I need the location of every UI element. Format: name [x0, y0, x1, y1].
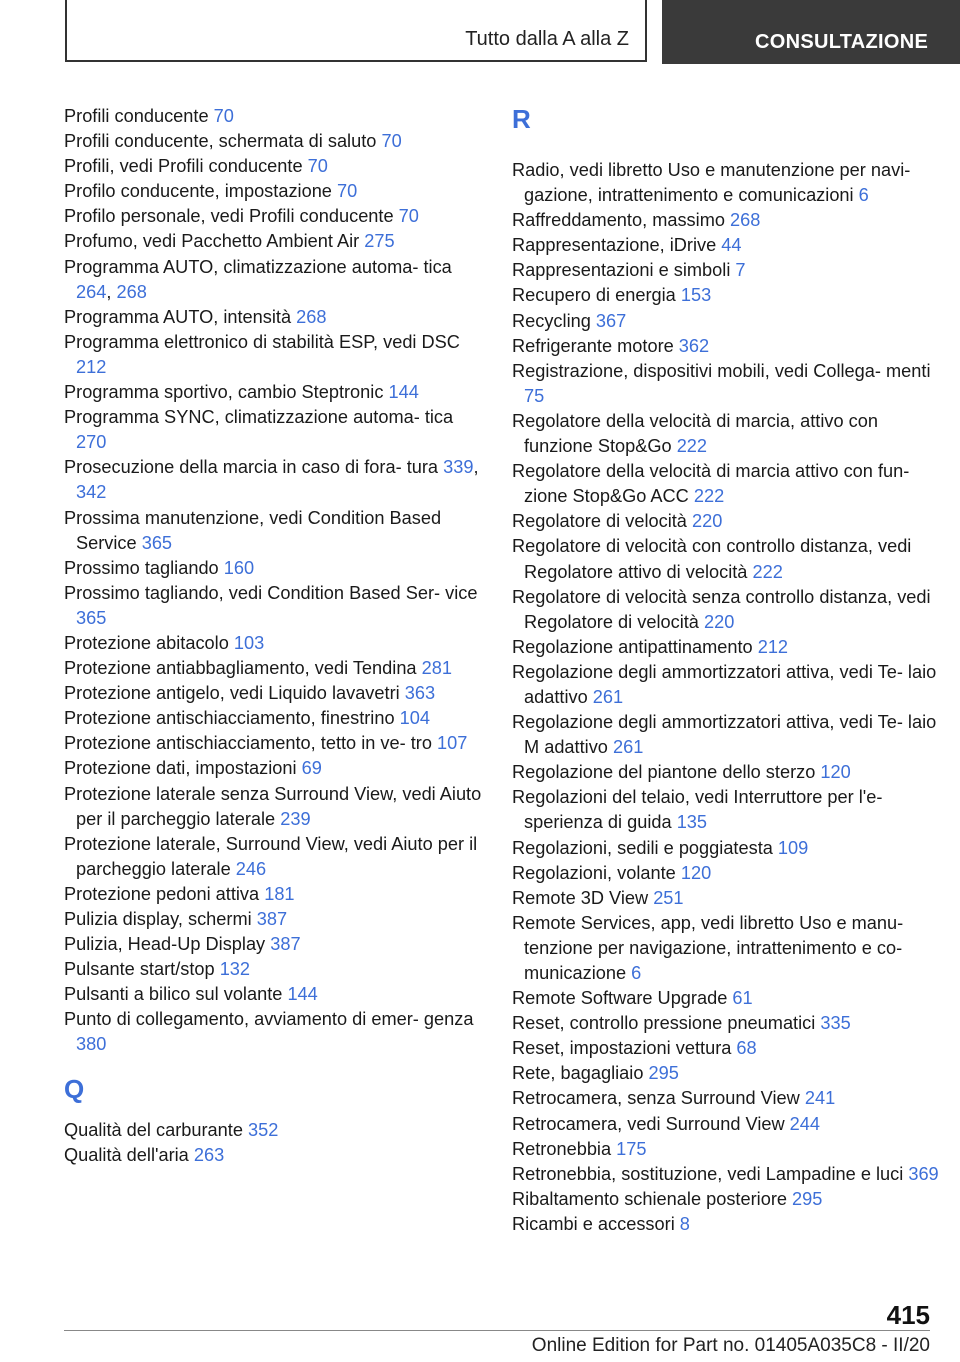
index-entry — [512, 1137, 942, 1162]
index-term: Profumo, vedi Pacchetto Ambient Air — [64, 231, 365, 252]
index-term: Retrocamera, senza Surround View — [512, 1088, 805, 1109]
page-link[interactable]: 363 — [404, 683, 436, 704]
index-entry — [64, 380, 484, 405]
page-link[interactable]: 8 — [679, 1213, 690, 1234]
index-entry — [512, 861, 942, 886]
page-link[interactable]: 342 — [76, 482, 107, 503]
index-entry — [64, 204, 484, 229]
index-term: Registrazione, dispositivi mobili, vedi Collega‐ menti — [512, 360, 931, 381]
page-link[interactable]: 120 — [820, 762, 851, 783]
index-entry — [64, 506, 484, 556]
page-link[interactable]: 6 — [858, 185, 869, 206]
page-link[interactable]: 244 — [789, 1113, 821, 1134]
letter-heading-q: Q — [64, 1073, 85, 1104]
page-link[interactable]: 212 — [757, 636, 789, 657]
index-entry — [512, 283, 942, 308]
index-term: Pulizia, Head-Up Display — [64, 934, 271, 955]
index-entry — [512, 233, 942, 258]
page-link[interactable]: 135 — [676, 812, 708, 833]
page-link[interactable]: 295 — [792, 1188, 823, 1209]
index-entry — [64, 1118, 484, 1143]
index-term: Qualità del carburante — [64, 1119, 249, 1140]
index-entry — [64, 656, 484, 681]
index-entry — [512, 635, 942, 660]
index-entry — [512, 1011, 942, 1036]
page-separator: , — [106, 281, 117, 302]
index-list-r — [512, 158, 942, 1237]
chapter-tab: CONSULTAZIONE — [662, 0, 960, 64]
page-link[interactable]: 175 — [616, 1138, 647, 1159]
footer-edition: Online Edition for Part no. 01405A035C8 - II/20 — [531, 1335, 930, 1356]
index-entry — [512, 660, 942, 710]
page-link[interactable]: 107 — [437, 733, 468, 754]
index-term: Regolatore di velocità senza controllo distanza, vedi Regolatore di velocità — [512, 586, 931, 632]
index-term: Reset, impostazioni vettura — [512, 1038, 737, 1059]
page-link[interactable]: 365 — [141, 532, 173, 553]
index-term: Recycling — [512, 310, 596, 331]
index-term: Programma elettronico di stabilità ESP, vedi DSC — [64, 331, 460, 352]
index-entry — [512, 258, 942, 283]
page-link[interactable]: 268 — [296, 306, 327, 327]
index-term: Profili conducente, schermata di saluto — [64, 131, 382, 152]
index-list-q — [64, 1118, 484, 1168]
page-separator: , — [473, 457, 479, 478]
index-term: Programma SYNC, climatizzazione automa‐ tica — [64, 407, 454, 428]
index-term: Protezione laterale, Surround View, vedi Aiuto per il parcheggio laterale — [64, 833, 478, 879]
page-link[interactable]: 220 — [691, 511, 723, 532]
index-entry — [512, 409, 942, 459]
section-title: Tutto dalla A alla Z — [65, 0, 647, 62]
page-link[interactable]: 362 — [678, 335, 710, 356]
page-link[interactable]: 263 — [193, 1144, 225, 1165]
page-link[interactable]: 61 — [732, 988, 753, 1009]
index-term: Recupero di energia — [512, 285, 681, 306]
index-entry — [64, 982, 484, 1007]
page-link[interactable]: 365 — [76, 607, 107, 628]
page-link[interactable]: 222 — [752, 561, 783, 582]
index-entry — [512, 1112, 942, 1137]
index-term: Raffreddamento, massimo — [512, 210, 731, 231]
index-entry — [64, 756, 484, 781]
footer-divider — [64, 1330, 930, 1331]
index-term: Regolazione del piantone dello sterzo — [512, 762, 821, 783]
index-entry — [64, 405, 484, 455]
page-link[interactable]: 251 — [653, 887, 684, 908]
index-term: Regolazione degli ammortizzatori attiva, vedi Te‐ laio adattivo — [512, 661, 937, 707]
index-term: Regolatore di velocità con controllo distanza, vedi Regolatore attivo di velocità — [512, 536, 912, 582]
index-entry — [64, 179, 484, 204]
page-link[interactable]: 367 — [595, 310, 627, 331]
index-term: Regolazione antipattinamento — [512, 636, 758, 657]
page-link[interactable]: 380 — [76, 1034, 107, 1055]
index-entry — [512, 1187, 942, 1212]
page-link[interactable]: 70 — [381, 131, 402, 152]
index-entry — [64, 1143, 484, 1168]
index-entry — [512, 886, 942, 911]
index-term: Remote 3D View — [512, 887, 654, 908]
page-link[interactable]: 144 — [287, 984, 318, 1005]
page-link[interactable]: 387 — [270, 934, 301, 955]
page-link[interactable]: 68 — [736, 1038, 757, 1059]
index-term: Retrocamera, vedi Surround View — [512, 1113, 790, 1134]
index-term: Protezione dati, impostazioni — [64, 758, 302, 779]
index-entry — [64, 129, 484, 154]
page-link[interactable]: 70 — [336, 181, 358, 202]
page-link[interactable]: 144 — [388, 382, 419, 403]
index-entry — [512, 986, 942, 1011]
page-link[interactable]: 181 — [264, 883, 295, 904]
page-link[interactable]: 70 — [398, 206, 419, 227]
index-entry — [512, 334, 942, 359]
page-link[interactable]: 103 — [233, 632, 265, 653]
index-term: Profili, vedi Profili conducente — [64, 156, 308, 177]
index-entry — [512, 459, 942, 509]
index-entry — [512, 1061, 942, 1086]
page-link[interactable]: 212 — [76, 356, 107, 377]
page-link[interactable]: 335 — [820, 1013, 851, 1034]
index-entry — [512, 1212, 942, 1237]
page-link[interactable]: 352 — [248, 1119, 279, 1140]
index-term: Protezione laterale senza Surround View, vedi Aiuto per il parcheggio laterale — [64, 783, 482, 829]
index-term: Ribaltamento schienale posteriore — [512, 1188, 793, 1209]
index-entry — [64, 932, 484, 957]
page-link[interactable]: 264 — [76, 281, 107, 302]
index-entry — [512, 509, 942, 534]
index-term: Remote Software Upgrade — [512, 988, 733, 1009]
page-link[interactable]: 369 — [908, 1163, 939, 1184]
index-list-p — [64, 104, 484, 1058]
page-link[interactable]: 75 — [524, 385, 545, 406]
index-entry — [64, 229, 484, 254]
index-entry — [64, 681, 484, 706]
index-entry — [64, 1007, 484, 1057]
index-term: Qualità dell'aria — [64, 1144, 194, 1165]
page-link[interactable]: 69 — [301, 758, 322, 779]
index-entry — [64, 581, 484, 631]
index-entry — [64, 305, 484, 330]
page-link[interactable]: 220 — [703, 611, 735, 632]
index-entry — [512, 1162, 942, 1187]
index-term: Ricambi e accessori — [512, 1213, 680, 1234]
page-link[interactable]: 109 — [777, 837, 809, 858]
index-term: Retronebbia, sostituzione, vedi Lampadine e luci — [512, 1163, 909, 1184]
index-term: Regolatore di velocità — [512, 511, 692, 532]
index-term: Protezione antischiacciamento, finestrino — [64, 708, 400, 729]
index-term: Regolazione degli ammortizzatori attiva, vedi Te‐ laio M adattivo — [512, 712, 937, 758]
index-entry — [512, 208, 942, 233]
index-entry — [64, 104, 484, 129]
index-column-left — [64, 104, 484, 1168]
index-entry — [512, 710, 942, 760]
index-entry — [512, 836, 942, 861]
page-link[interactable]: 7 — [735, 260, 746, 281]
index-term: Prossima manutenzione, vedi Condition Based Service — [64, 507, 442, 553]
index-term: Programma AUTO, climatizzazione automa‐ tica — [64, 256, 452, 277]
index-term: Protezione abitacolo — [64, 632, 234, 653]
index-entry — [512, 785, 942, 835]
index-entry — [512, 911, 942, 986]
page-link[interactable]: 268 — [730, 210, 761, 231]
page-link[interactable]: 222 — [693, 486, 725, 507]
index-entry — [64, 782, 484, 832]
page-link[interactable]: 268 — [116, 281, 147, 302]
index-term: Protezione antigelo, vedi Liquido lavavetri — [64, 683, 405, 704]
index-term: Punto di collegamento, avviamento di emer‐ genza — [64, 1009, 474, 1030]
index-entry — [64, 882, 484, 907]
page-link[interactable]: 120 — [680, 862, 712, 883]
index-term: Programma AUTO, intensità — [64, 306, 297, 327]
index-term: Pulsanti a bilico sul volante — [64, 984, 288, 1005]
index-entry — [512, 359, 942, 409]
index-term: Regolazioni, sedili e poggiatesta — [512, 837, 778, 858]
index-term: Refrigerante motore — [512, 335, 679, 356]
index-term: Pulizia display, schermi — [64, 909, 257, 929]
index-term: Protezione antischiacciamento, tetto in ve‐ tro — [64, 733, 438, 754]
page-link[interactable]: 241 — [804, 1088, 836, 1109]
index-term: Pulsante start/stop — [64, 959, 220, 980]
index-term: Profilo conducente, impostazione — [64, 181, 337, 202]
index-term: Prosecuzione della marcia in caso di fora‐ tura — [64, 457, 444, 478]
page-link[interactable]: 153 — [680, 285, 712, 306]
index-entry — [512, 158, 942, 208]
index-term: Prossimo tagliando — [64, 557, 224, 578]
page-link[interactable]: 270 — [76, 432, 107, 453]
page-link[interactable]: 44 — [721, 235, 742, 256]
index-entry — [512, 760, 942, 785]
page-link[interactable]: 261 — [612, 737, 644, 758]
index-term: Regolatore della velocità di marcia attivo con fun‐ zione Stop&Go ACC — [512, 461, 910, 507]
page-link[interactable]: 261 — [592, 686, 624, 707]
index-term: Regolazioni, volante — [512, 862, 681, 883]
index-term: Regolatore della velocità di marcia, attivo con funzione Stop&Go — [512, 410, 878, 457]
page-link[interactable]: 70 — [307, 156, 328, 177]
index-term: Radio, vedi libretto Uso e manutenzione per navi‐ gazione, intrattenimento e comunicazioni — [512, 160, 911, 206]
index-entry — [512, 309, 942, 334]
index-entry — [64, 455, 484, 505]
index-term: Protezione pedoni attiva — [64, 883, 265, 904]
page-link[interactable]: 239 — [280, 808, 311, 829]
index-entry — [64, 330, 484, 380]
index-entry — [64, 631, 484, 656]
page-header — [0, 0, 960, 66]
page-link[interactable]: 132 — [219, 959, 251, 980]
index-entry — [64, 832, 484, 882]
index-entry — [64, 556, 484, 581]
letter-heading-r: R — [512, 104, 531, 134]
index-entry — [512, 1036, 942, 1061]
page-link[interactable]: 246 — [235, 858, 267, 879]
index-entry — [512, 585, 942, 635]
index-entry — [64, 957, 484, 982]
page-link[interactable]: 70 — [213, 106, 234, 126]
index-entry — [64, 731, 484, 756]
index-term: Rappresentazione, iDrive — [512, 235, 722, 256]
page-link[interactable]: 6 — [631, 963, 642, 983]
page-link[interactable]: 275 — [364, 231, 395, 252]
index-term: Remote Services, app, vedi libretto Uso e manu‐ tenzione per navigazione, intrattenimento e co‐ municazione — [512, 912, 904, 983]
index-term: Prossimo tagliando, vedi Condition Based Ser‐ vice — [64, 582, 478, 603]
index-term: Reset, controllo pressione pneumatici — [512, 1013, 821, 1034]
page-link[interactable]: 222 — [676, 436, 708, 457]
index-term: Protezione antiabbagliamento, vedi Tendina — [64, 658, 422, 679]
page-link[interactable]: 339 — [443, 457, 474, 478]
page-link[interactable]: 160 — [223, 557, 255, 578]
page-link[interactable]: 281 — [421, 658, 452, 679]
index-column-right — [512, 104, 942, 1237]
page-link[interactable]: 104 — [399, 708, 430, 729]
index-term: Rete, bagagliaio — [512, 1063, 649, 1084]
page-link[interactable]: 295 — [648, 1063, 679, 1084]
index-entry — [512, 534, 942, 584]
index-entry — [64, 907, 484, 932]
index-term: Profili conducente — [64, 106, 214, 126]
index-term: Retronebbia — [512, 1138, 617, 1159]
index-entry — [64, 154, 484, 179]
index-entry — [64, 255, 484, 305]
index-term: Profilo personale, vedi Profili conducente — [64, 206, 399, 227]
index-term: Regolazioni del telaio, vedi Interruttore per l'e‐ sperienza di guida — [512, 787, 883, 833]
index-entry — [512, 1086, 942, 1111]
index-entry — [64, 706, 484, 731]
index-term: Programma sportivo, cambio Steptronic — [64, 382, 389, 403]
page-link[interactable]: 387 — [256, 909, 288, 929]
page-number: 415 — [886, 1300, 930, 1330]
index-term: Rappresentazioni e simboli — [512, 260, 736, 281]
